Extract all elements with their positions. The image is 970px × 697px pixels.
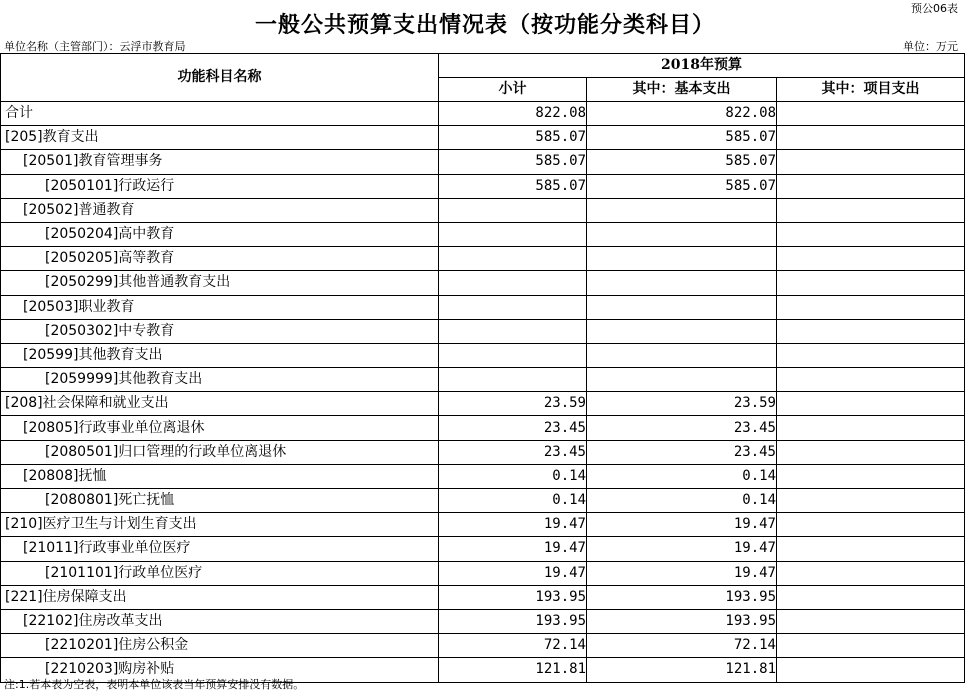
row-basic-cell: 19.47 [587,513,777,537]
table-row [1,222,965,246]
row-subtotal-cell [439,222,587,246]
row-project-cell [777,222,965,246]
row-basic-cell [587,343,777,367]
row-project-cell [777,392,965,416]
row-subtotal-cell [439,343,587,367]
row-name-cell: [2050101]行政运行 [1,174,439,198]
row-name-cell: [20599]其他教育支出 [1,343,439,367]
row-subtotal-cell: 19.47 [439,537,587,561]
row-project-cell [777,609,965,633]
row-subtotal-cell: 585.07 [439,174,587,198]
row-project-cell [777,150,965,174]
row-basic-cell: 193.95 [587,585,777,609]
row-name-cell: [2050204]高中教育 [1,222,439,246]
table-row [1,464,965,488]
row-basic-cell [587,198,777,222]
row-subtotal-cell [439,319,587,343]
table-row [1,392,965,416]
table-row [1,319,965,343]
row-basic-cell: 72.14 [587,634,777,658]
row-basic-cell [587,295,777,319]
row-basic-cell: 19.47 [587,561,777,585]
row-subtotal-cell [439,295,587,319]
row-subtotal-cell: 585.07 [439,150,587,174]
column-header-name: 功能科目名称 [1,54,439,102]
row-name-cell: [2101101]行政单位医疗 [1,561,439,585]
row-project-cell [777,368,965,392]
row-name-cell: [2080801]死亡抚恤 [1,489,439,513]
table-row [1,537,965,561]
table-row [1,561,965,585]
table-row [1,174,965,198]
row-basic-cell: 121.81 [587,658,777,682]
column-group-header: 2018年预算 [439,54,965,78]
row-project-cell [777,513,965,537]
table-row [1,489,965,513]
row-name-cell: [2050302]中专教育 [1,319,439,343]
row-basic-cell: 585.07 [587,174,777,198]
row-project-cell [777,343,965,367]
row-basic-cell [587,368,777,392]
row-project-cell [777,271,965,295]
row-basic-cell: 822.08 [587,102,777,126]
currency-unit: 单位：万元 [903,40,958,53]
row-name-cell: [208]社会保障和就业支出 [1,392,439,416]
row-basic-cell: 585.07 [587,150,777,174]
row-name-cell: 合计 [1,102,439,126]
row-subtotal-cell: 19.47 [439,561,587,585]
table-row [1,440,965,464]
table-row [1,416,965,440]
row-name-cell: [20805]行政事业单位离退休 [1,416,439,440]
row-subtotal-cell: 193.95 [439,585,587,609]
row-name-cell: [20502]普通教育 [1,198,439,222]
row-subtotal-cell [439,198,587,222]
row-name-cell: [20501]教育管理事务 [1,150,439,174]
row-name-cell: [2210201]住房公积金 [1,634,439,658]
row-project-cell [777,537,965,561]
row-subtotal-cell: 121.81 [439,658,587,682]
row-subtotal-cell: 23.45 [439,416,587,440]
table-row [1,513,965,537]
row-name-cell: [2050299]其他普通教育支出 [1,271,439,295]
row-basic-cell: 193.95 [587,609,777,633]
row-name-cell: [205]教育支出 [1,126,439,150]
row-project-cell [777,416,965,440]
table-row [1,585,965,609]
row-project-cell [777,198,965,222]
unit-name: 单位名称（主管部门）：云浮市教育局 [4,40,186,53]
row-name-cell: [22102]住房改革支出 [1,609,439,633]
column-header-project: 其中：项目支出 [777,78,965,102]
row-name-cell: [21011]行政事业单位医疗 [1,537,439,561]
row-name-cell: [221]住房保障支出 [1,585,439,609]
row-name-cell: [2059999]其他教育支出 [1,368,439,392]
row-project-cell [777,247,965,271]
row-project-cell [777,102,965,126]
row-name-cell: [2080501]归口管理的行政单位离退休 [1,440,439,464]
table-row [1,247,965,271]
row-basic-cell [587,247,777,271]
table-row [1,634,965,658]
row-project-cell [777,295,965,319]
row-subtotal-cell: 23.59 [439,392,587,416]
page-title: 一般公共预算支出情况表（按功能分类科目） [254,12,715,38]
row-project-cell [777,489,965,513]
row-subtotal-cell: 19.47 [439,513,587,537]
table-row [1,295,965,319]
budget-table [0,53,965,683]
column-header-subtotal: 小计 [439,78,587,102]
row-name-cell: [2050205]高等教育 [1,247,439,271]
row-project-cell [777,658,965,682]
row-basic-cell [587,319,777,343]
row-basic-cell [587,222,777,246]
row-subtotal-cell: 822.08 [439,102,587,126]
row-subtotal-cell [439,368,587,392]
row-subtotal-cell [439,271,587,295]
row-project-cell [777,126,965,150]
row-project-cell [777,585,965,609]
row-basic-cell: 23.45 [587,440,777,464]
table-row [1,343,965,367]
row-basic-cell: 23.45 [587,416,777,440]
row-basic-cell: 19.47 [587,537,777,561]
table-row [1,368,965,392]
row-subtotal-cell: 193.95 [439,609,587,633]
row-project-cell [777,319,965,343]
row-project-cell [777,561,965,585]
column-header-basic: 其中：基本支出 [587,78,777,102]
row-subtotal-cell: 0.14 [439,464,587,488]
table-row [1,102,965,126]
row-basic-cell: 585.07 [587,126,777,150]
row-name-cell: [20808]抚恤 [1,464,439,488]
table-row [1,126,965,150]
row-project-cell [777,634,965,658]
footnote: 注:1.若本表为空表，表明本单位该表当年预算安排没有数据。 [4,678,305,691]
row-project-cell [777,440,965,464]
form-code: 预公06表 [911,2,958,15]
table-row [1,609,965,633]
table-row [1,198,965,222]
row-name-cell: [210]医疗卫生与计划生育支出 [1,513,439,537]
row-basic-cell [587,271,777,295]
row-subtotal-cell [439,247,587,271]
row-subtotal-cell: 72.14 [439,634,587,658]
row-basic-cell: 0.14 [587,489,777,513]
row-project-cell [777,174,965,198]
row-basic-cell: 23.59 [587,392,777,416]
table-row [1,271,965,295]
row-subtotal-cell: 23.45 [439,440,587,464]
table-body [1,102,965,683]
table-row [1,150,965,174]
row-basic-cell: 0.14 [587,464,777,488]
row-subtotal-cell: 585.07 [439,126,587,150]
row-name-cell: [2210203]购房补贴 [1,658,439,682]
row-subtotal-cell: 0.14 [439,489,587,513]
row-name-cell: [20503]职业教育 [1,295,439,319]
row-project-cell [777,464,965,488]
